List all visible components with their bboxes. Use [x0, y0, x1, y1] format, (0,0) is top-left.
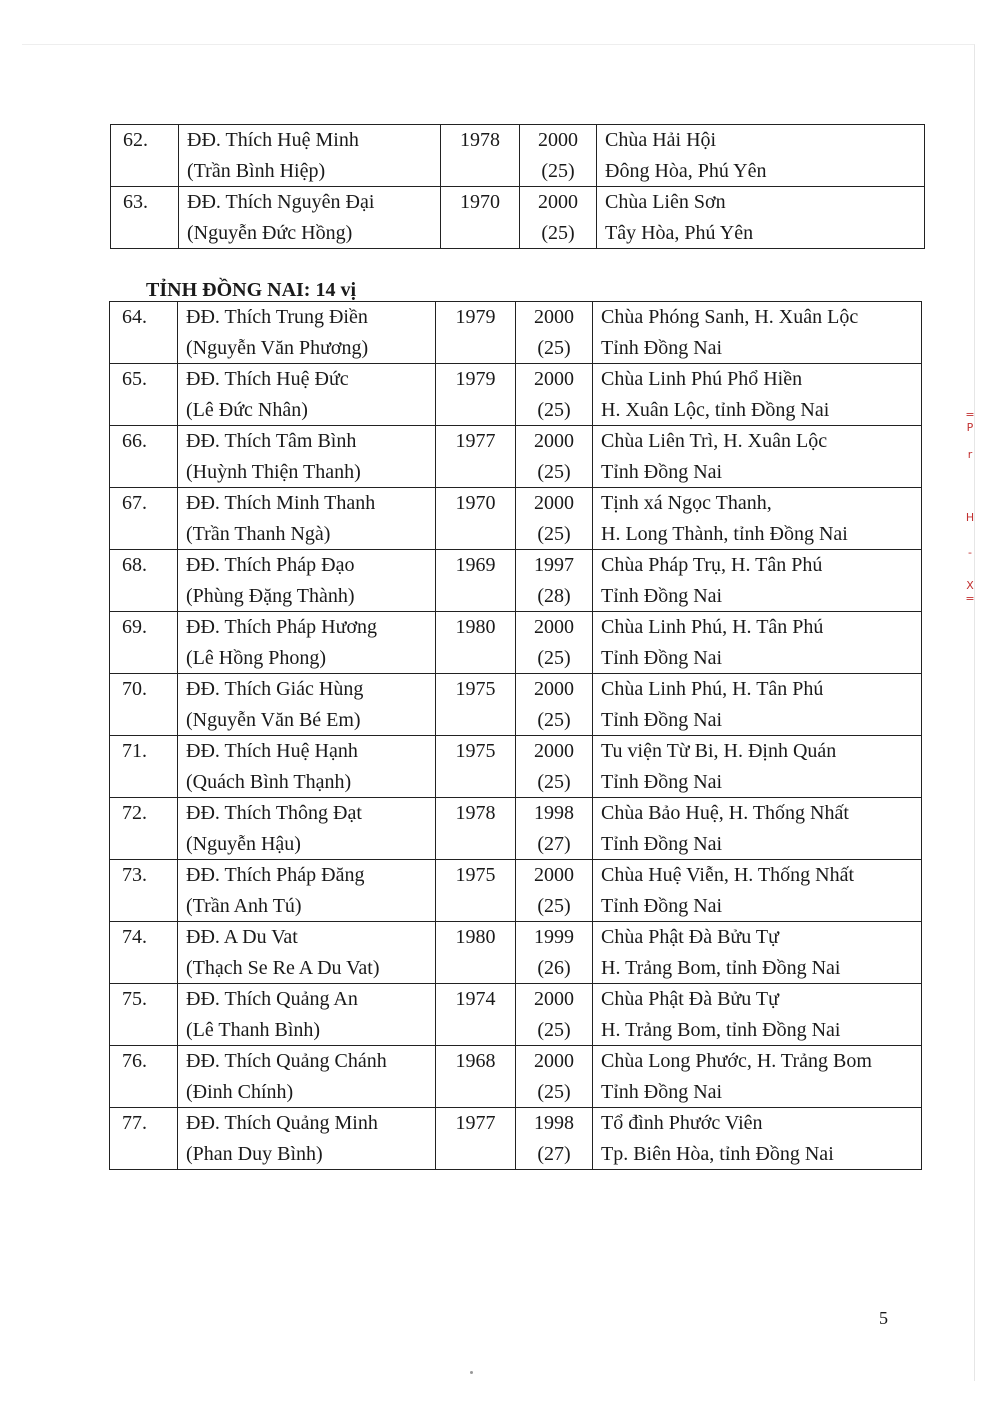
ordination-year: 2000 [534, 1050, 574, 1072]
cell-birth-year [436, 612, 516, 674]
cell-temple [593, 550, 922, 612]
cell-name [178, 674, 436, 736]
row-number: 66. [122, 430, 147, 452]
cell-ordination [520, 125, 597, 187]
cell-number [110, 922, 178, 984]
temple-location: Tỉnh Đồng Nai [601, 646, 723, 669]
birth-year: 1970 [455, 492, 496, 514]
cell-temple [593, 612, 922, 674]
section-title: TỈNH ĐỒNG NAI: 14 vị [146, 279, 357, 301]
temple-location: Tp. Biên Hòa, tỉnh Đồng Nai [601, 1142, 834, 1165]
cell-ordination [516, 860, 593, 922]
temple-location: Tỉnh Đồng Nai [601, 894, 723, 917]
table-row [110, 612, 922, 674]
cell-name [178, 550, 436, 612]
ordination-year: 2000 [538, 129, 578, 151]
margin-mark: P [966, 421, 974, 434]
cell-ordination [516, 984, 593, 1046]
lay-name: (Huỳnh Thiện Thanh) [186, 460, 361, 483]
margin-mark: r [967, 448, 973, 461]
cell-ordination [516, 488, 593, 550]
table-row [110, 488, 922, 550]
temple-location: Tỉnh Đồng Nai [601, 832, 723, 855]
cell-name [178, 426, 436, 488]
cell-ordination [516, 1046, 593, 1108]
religious-name: ĐĐ. Thích Huệ Đức [186, 368, 349, 390]
religious-name: ĐĐ. Thích Pháp Đạo [186, 554, 355, 576]
cell-temple [593, 426, 922, 488]
row-number: 75. [122, 988, 147, 1010]
cell-birth-year [436, 550, 516, 612]
ordination-year: 1999 [534, 926, 574, 948]
row-number: 64. [122, 306, 147, 328]
birth-year: 1974 [455, 988, 496, 1010]
cell-number [111, 187, 179, 249]
cell-temple [593, 364, 922, 426]
margin-mark: X [966, 579, 974, 592]
row-number: 76. [122, 1050, 147, 1072]
temple-name: Chùa Liên Trì, H. Xuân Lộc [601, 430, 828, 452]
table-row [110, 798, 922, 860]
birth-year: 1975 [455, 678, 496, 700]
table-row [110, 364, 922, 426]
cell-name [178, 798, 436, 860]
temple-location: Tỉnh Đồng Nai [601, 584, 723, 607]
cell-name [178, 1108, 436, 1170]
margin-mark: = [965, 592, 975, 605]
temple-name: Chùa Phóng Sanh, H. Xuân Lộc [601, 306, 859, 328]
temple-name: Chùa Phật Đà Bửu Tự [601, 988, 779, 1010]
page-number: 5 [879, 1308, 888, 1328]
monk-table-phu-yen [110, 124, 925, 249]
row-number: 71. [122, 740, 147, 762]
cell-number [110, 674, 178, 736]
birth-year: 1980 [455, 616, 496, 638]
ordination-year: 2000 [534, 740, 574, 762]
temple-name: Tu viện Từ Bi, H. Định Quán [601, 740, 837, 762]
cell-number [110, 364, 178, 426]
cell-name [178, 984, 436, 1046]
lay-name: (Nguyễn Văn Bé Em) [186, 708, 361, 731]
ordination-age: (26) [537, 956, 571, 979]
birth-year: 1978 [455, 802, 496, 824]
religious-name: ĐĐ. Thích Quảng Chánh [186, 1050, 387, 1072]
cell-birth-year [436, 364, 516, 426]
cell-temple [597, 125, 925, 187]
cell-temple [593, 736, 922, 798]
cell-number [110, 488, 178, 550]
ordination-year: 2000 [534, 430, 574, 452]
monk-table-dong-nai [109, 301, 922, 1170]
cell-ordination [516, 798, 593, 860]
lay-name: (Trần Anh Tú) [186, 894, 302, 917]
row-number: 77. [122, 1112, 147, 1134]
table-row [110, 302, 922, 364]
cell-birth-year [436, 984, 516, 1046]
table-row [110, 860, 922, 922]
lay-name: (Trần Bình Hiệp) [187, 159, 326, 182]
cell-birth-year [436, 426, 516, 488]
cell-birth-year [436, 1108, 516, 1170]
cell-name [178, 364, 436, 426]
ordination-year: 1998 [534, 802, 574, 824]
row-number: 69. [122, 616, 147, 638]
temple-location: Đông Hòa, Phú Yên [605, 159, 767, 182]
lay-name: (Phùng Đặng Thành) [186, 584, 355, 607]
cell-ordination [516, 426, 593, 488]
cell-number [110, 426, 178, 488]
temple-location: H. Trảng Bom, tỉnh Đồng Nai [601, 956, 841, 979]
cell-name [178, 1046, 436, 1108]
table-row [110, 984, 922, 1046]
ordination-year: 2000 [534, 368, 574, 390]
cell-temple [593, 674, 922, 736]
row-number: 65. [122, 368, 147, 390]
cell-birth-year [436, 674, 516, 736]
religious-name: ĐĐ. Thích Tâm Bình [186, 430, 357, 452]
cell-number [110, 612, 178, 674]
table-row [111, 187, 925, 249]
ordination-age: (25) [537, 646, 571, 669]
cell-birth-year [436, 488, 516, 550]
ordination-year: 2000 [534, 492, 574, 514]
temple-name: Chùa Linh Phú, H. Tân Phú [601, 678, 824, 700]
temple-name: Chùa Phật Đà Bửu Tự [601, 926, 779, 948]
temple-name: Chùa Pháp Trụ, H. Tân Phú [601, 554, 823, 576]
cell-birth-year [436, 736, 516, 798]
cell-number [110, 984, 178, 1046]
cell-ordination [516, 364, 593, 426]
ordination-age: (25) [537, 522, 571, 545]
ordination-age: (25) [537, 708, 571, 731]
birth-year: 1970 [460, 191, 500, 213]
ordination-age: (27) [537, 832, 571, 855]
religious-name: ĐĐ. Thích Pháp Đăng [186, 864, 365, 886]
ordination-age: (25) [537, 336, 571, 359]
ordination-age: (25) [537, 770, 571, 793]
cell-name [178, 302, 436, 364]
cell-name [179, 187, 441, 249]
cell-temple [593, 1046, 922, 1108]
temple-location: Tỉnh Đồng Nai [601, 1080, 723, 1103]
birth-year: 1980 [455, 926, 496, 948]
cell-name [178, 922, 436, 984]
temple-name: Chùa Huệ Viễn, H. Thống Nhất [601, 864, 855, 886]
margin-stamp-marks [962, 408, 978, 605]
scan-speck [470, 1371, 473, 1374]
cell-ordination [516, 922, 593, 984]
cell-ordination [520, 187, 597, 249]
birth-year: 1969 [455, 554, 496, 576]
temple-name: Chùa Bảo Huệ, H. Thống Nhất [601, 802, 849, 824]
ordination-age: (25) [541, 221, 575, 244]
cell-birth-year [436, 860, 516, 922]
ordination-year: 2000 [534, 616, 574, 638]
temple-name: Chùa Hải Hội [605, 129, 717, 151]
cell-ordination [516, 550, 593, 612]
ordination-year: 2000 [534, 306, 574, 328]
cell-ordination [516, 612, 593, 674]
cell-temple [593, 302, 922, 364]
religious-name: ĐĐ. Thích Pháp Hương [186, 616, 378, 638]
ordination-age: (25) [537, 894, 571, 917]
temple-location: H. Long Thành, tỉnh Đồng Nai [601, 522, 848, 545]
ordination-age: (27) [537, 1142, 571, 1165]
religious-name: ĐĐ. Thích Nguyên Đại [187, 191, 375, 213]
religious-name: ĐĐ. Thích Huệ Minh [187, 129, 359, 151]
temple-location: Tỉnh Đồng Nai [601, 708, 723, 731]
row-number: 63. [123, 191, 148, 213]
ordination-age: (25) [537, 460, 571, 483]
ordination-age: (25) [537, 1080, 571, 1103]
lay-name: (Trần Thanh Ngà) [186, 522, 331, 545]
row-number: 70. [122, 678, 147, 700]
row-number: 62. [123, 129, 148, 151]
table-row [110, 674, 922, 736]
religious-name: ĐĐ. Thích Minh Thanh [186, 492, 376, 514]
ordination-year: 2000 [534, 988, 574, 1010]
lay-name: (Nguyễn Đức Hồng) [187, 221, 353, 244]
table-row [110, 736, 922, 798]
ordination-age: (25) [537, 398, 571, 421]
cell-temple [593, 1108, 922, 1170]
row-number: 74. [122, 926, 147, 948]
temple-location: H. Xuân Lộc, tỉnh Đồng Nai [601, 398, 830, 421]
lay-name: (Đinh Chính) [186, 1080, 294, 1103]
lay-name: (Thạch Se Re A Du Vat) [186, 956, 380, 979]
religious-name: ĐĐ. Thích Trung Điền [186, 306, 368, 328]
cell-number [110, 736, 178, 798]
cell-number [111, 125, 179, 187]
religious-name: ĐĐ. Thích Quảng Minh [186, 1112, 378, 1134]
ordination-age: (25) [537, 1018, 571, 1041]
table-row [111, 125, 925, 187]
cell-name [178, 488, 436, 550]
temple-location: Tỉnh Đồng Nai [601, 460, 723, 483]
lay-name: (Phan Duy Bình) [186, 1142, 323, 1165]
temple-name: Tịnh xá Ngọc Thanh, [601, 492, 772, 514]
cell-number [110, 1108, 178, 1170]
birth-year: 1968 [455, 1050, 496, 1072]
birth-year: 1979 [455, 368, 496, 390]
ordination-year: 2000 [534, 864, 574, 886]
birth-year: 1979 [455, 306, 496, 328]
table-row [110, 426, 922, 488]
birth-year: 1975 [455, 864, 496, 886]
cell-birth-year [436, 302, 516, 364]
lay-name: (Quách Bình Thạnh) [186, 770, 352, 793]
cell-birth-year [441, 125, 520, 187]
cell-ordination [516, 736, 593, 798]
birth-year: 1977 [455, 430, 496, 452]
row-number: 67. [122, 492, 147, 514]
cell-birth-year [436, 922, 516, 984]
cell-number [110, 302, 178, 364]
temple-name: Chùa Liên Sơn [605, 191, 726, 213]
temple-location: Tây Hòa, Phú Yên [605, 221, 754, 244]
religious-name: ĐĐ. Thích Huệ Hạnh [186, 740, 358, 762]
cell-birth-year [436, 798, 516, 860]
lay-name: (Lê Thanh Bình) [186, 1018, 321, 1041]
cell-birth-year [436, 1046, 516, 1108]
cell-name [178, 736, 436, 798]
row-number: 73. [122, 864, 147, 886]
cell-ordination [516, 1108, 593, 1170]
temple-name: Chùa Long Phước, H. Trảng Bom [601, 1050, 872, 1072]
cell-temple [593, 984, 922, 1046]
cell-name [178, 612, 436, 674]
cell-temple [593, 860, 922, 922]
lay-name: (Nguyễn Văn Phương) [186, 336, 369, 359]
cell-name [179, 125, 441, 187]
cell-number [110, 860, 178, 922]
margin-mark: = [965, 408, 975, 421]
temple-name: Tổ đình Phước Viên [601, 1112, 763, 1134]
temple-name: Chùa Linh Phú Phổ Hiền [601, 368, 803, 390]
temple-location: Tỉnh Đồng Nai [601, 770, 723, 793]
religious-name: ĐĐ. Thích Quảng An [186, 988, 358, 1010]
temple-name: Chùa Linh Phú, H. Tân Phú [601, 616, 824, 638]
ordination-year: 1997 [534, 554, 574, 576]
cell-number [110, 1046, 178, 1108]
table-row [110, 922, 922, 984]
cell-birth-year [441, 187, 520, 249]
religious-name: ĐĐ. Thích Thông Đạt [186, 802, 362, 824]
cell-ordination [516, 302, 593, 364]
table-row [110, 550, 922, 612]
margin-mark: - [968, 546, 972, 559]
birth-year: 1975 [455, 740, 496, 762]
ordination-age: (25) [541, 159, 575, 182]
monk-table-body [111, 125, 925, 249]
ordination-year: 2000 [538, 191, 578, 213]
temple-location: H. Trảng Bom, tỉnh Đồng Nai [601, 1018, 841, 1041]
birth-year: 1977 [455, 1112, 496, 1134]
table-row [110, 1108, 922, 1170]
lay-name: (Nguyễn Hậu) [186, 832, 301, 855]
ordination-year: 2000 [534, 678, 574, 700]
cell-number [110, 798, 178, 860]
ordination-age: (28) [537, 584, 571, 607]
monk-table-body [110, 302, 922, 1170]
cell-name [178, 860, 436, 922]
cell-temple [593, 798, 922, 860]
cell-ordination [516, 674, 593, 736]
lay-name: (Lê Đức Nhân) [186, 398, 308, 421]
row-number: 72. [122, 802, 147, 824]
cell-number [110, 550, 178, 612]
cell-temple [593, 922, 922, 984]
religious-name: ĐĐ. A Du Vat [186, 926, 298, 948]
religious-name: ĐĐ. Thích Giác Hùng [186, 678, 364, 700]
cell-temple [597, 187, 925, 249]
ordination-year: 1998 [534, 1112, 574, 1134]
table-row [110, 1046, 922, 1108]
temple-location: Tỉnh Đồng Nai [601, 336, 723, 359]
cell-temple [593, 488, 922, 550]
margin-mark: H [965, 511, 975, 524]
lay-name: (Lê Hồng Phong) [186, 646, 326, 669]
row-number: 68. [122, 554, 147, 576]
birth-year: 1978 [460, 129, 500, 151]
